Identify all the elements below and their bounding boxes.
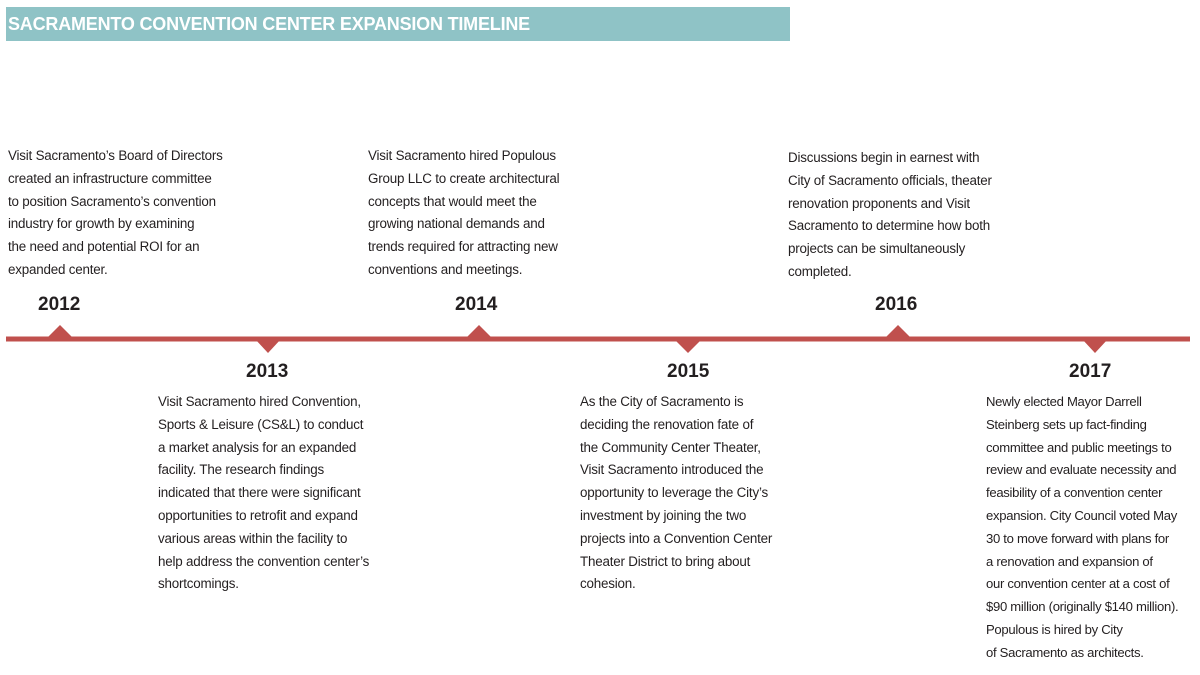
event-2012-year: 2012 xyxy=(38,294,81,315)
event-2013-year: 2013 xyxy=(246,361,289,382)
timeline-marker-2015 xyxy=(674,339,702,353)
event-2017-year: 2017 xyxy=(1069,361,1112,382)
event-2015-year: 2015 xyxy=(667,361,710,382)
event-2016-year: 2016 xyxy=(875,294,918,315)
event-2012-description: Visit Sacramento’s Board of Directors created an infrastructure committee to position Sacramento’s convention industry for growth by examining the need and potential ROI for an expanded center. xyxy=(8,148,223,277)
timeline-marker-2017 xyxy=(1082,339,1108,353)
timeline-marker-2013 xyxy=(255,339,281,353)
timeline-marker-2014 xyxy=(465,325,493,339)
event-2014-year: 2014 xyxy=(455,294,498,315)
event-2017-description: Newly elected Mayor Darrell Steinberg sets up fact-finding committee and public meetings to review and evaluate necessity and feasibility of a convention center expansion. City Council voted May 30 to move forward with plans for a renovation and expansion of our convention center at a cost of $90 million (originally $140 million). Populous is hired by City of Sacramento as architects. xyxy=(986,394,1179,660)
page-title: SACRAMENTO CONVENTION CENTER EXPANSION TIMELINE xyxy=(8,14,530,34)
event-2015-description: As the City of Sacramento is deciding the renovation fate of the Community Center Theater, Visit Sacramento introduced the opportunity to leverage the City’s investment by joining the two projects into a Convention Center Theater District to bring about cohesion. xyxy=(580,394,773,592)
event-2013-description: Visit Sacramento hired Convention, Sports & Leisure (CS&L) to conduct a market analysis for an expanded facility. The research findings indicated that there were significant opportunities to retrofit and expand various areas within the facility to help address the convention center’s shortcomings. xyxy=(158,394,370,592)
timeline-marker-2012 xyxy=(46,325,74,339)
event-2014-description: Visit Sacramento hired Populous Group LLC to create architectural concepts that would meet the growing national demands and trends required for attracting new conventions and meetings. xyxy=(368,148,560,277)
event-2016-description: Discussions begin in earnest with City of Sacramento officials, theater renovation proponents and Visit Sacramento to determine how both projects can be simultaneously completed. xyxy=(788,150,992,279)
timeline-marker-2016 xyxy=(884,325,912,339)
